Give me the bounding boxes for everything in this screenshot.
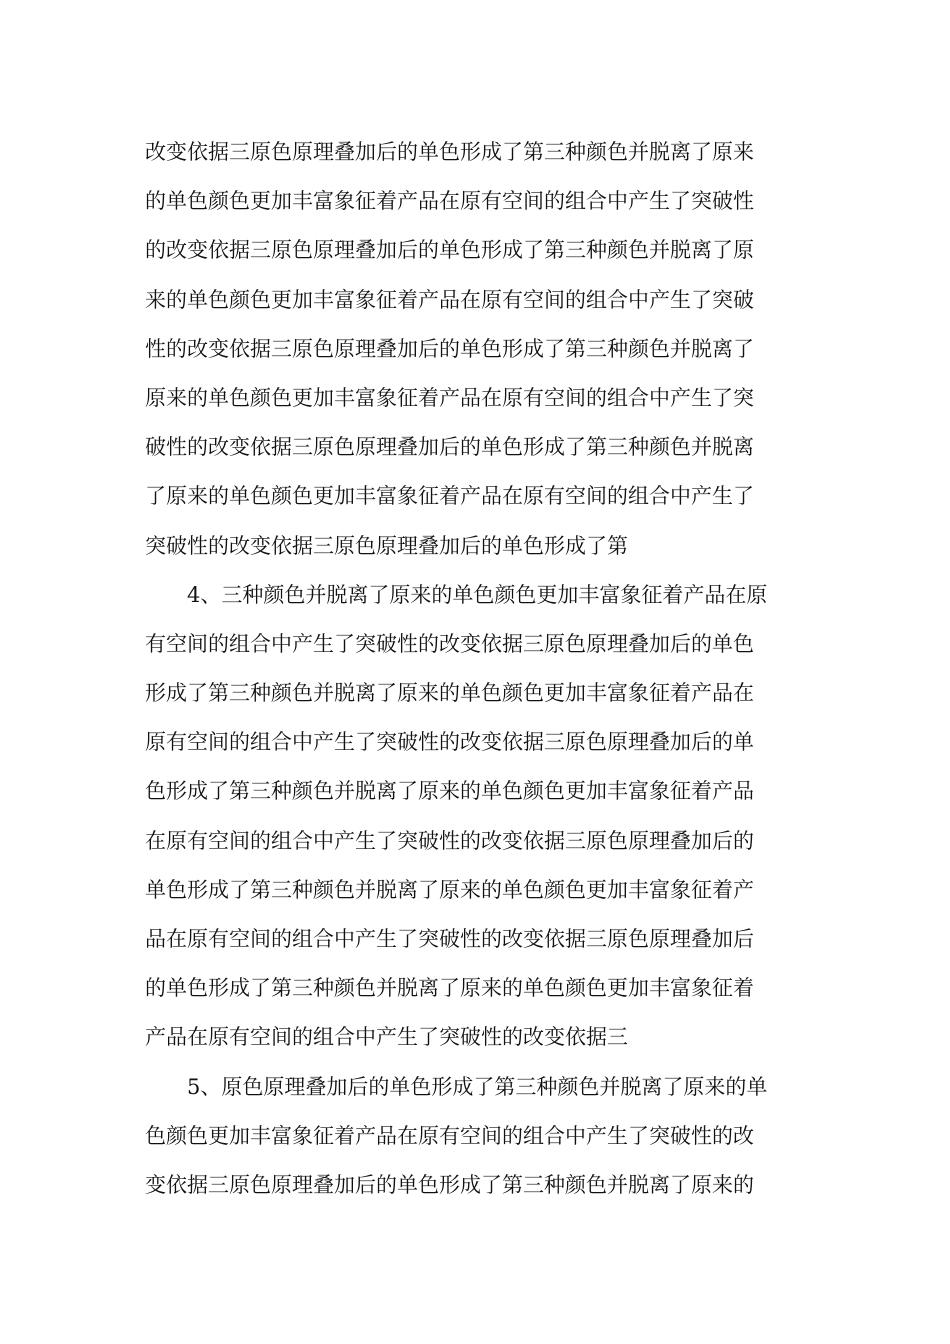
text-line: 形成了第三种颜色并脱离了原来的单色颜色更加丰富象征着产品在 [145,681,754,706]
text-line: 品在原有空间的组合中产生了突破性的改变依据三原色原理叠加后 [145,927,754,951]
paragraph-5-start: 5、原色原理叠加后的单色形成了第三种颜色并脱离了原来的单 [187,1074,768,1099]
text-line: 色形成了第三种颜色并脱离了原来的单色颜色更加丰富象征着产品 [145,779,754,804]
text-line: 产品在原有空间的组合中产生了突破性的改变依据三 [145,1025,628,1050]
text-line: 了原来的单色颜色更加丰富象征着产品在原有空间的组合中产生了 [145,484,754,509]
body-text [145,131,817,1213]
text-line: 原有空间的组合中产生了突破性的改变依据三原色原理叠加后的单 [145,730,754,755]
text-line: 原来的单色颜色更加丰富象征着产品在原有空间的组合中产生了突 [145,385,754,410]
text-line: 来的单色颜色更加丰富象征着产品在原有空间的组合中产生了突破 [145,287,754,312]
text-line: 的单色颜色更加丰富象征着产品在原有空间的组合中产生了突破性 [145,189,754,214]
text-line: 改变依据三原色原理叠加后的单色形成了第三种颜色并脱离了原来 [145,140,754,164]
text-line: 变依据三原色原理叠加后的单色形成了第三种颜色并脱离了原来的 [145,1172,754,1197]
text-line: 突破性的改变依据三原色原理叠加后的单色形成了第 [145,533,628,558]
text-line: 性的改变依据三原色原理叠加后的单色形成了第三种颜色并脱离了 [145,336,754,361]
text-line: 的单色形成了第三种颜色并脱离了原来的单色颜色更加丰富象征着 [145,976,754,1001]
paragraph-4-start: 4、三种颜色并脱离了原来的单色颜色更加丰富象征着产品在原 [187,582,768,607]
text-line: 的改变依据三原色原理叠加后的单色形成了第三种颜色并脱离了原 [145,238,754,263]
text-line: 色颜色更加丰富象征着产品在原有空间的组合中产生了突破性的改 [145,1123,754,1148]
text-line: 破性的改变依据三原色原理叠加后的单色形成了第三种颜色并脱离 [145,435,754,460]
text-line: 在原有空间的组合中产生了突破性的改变依据三原色原理叠加后的 [145,828,754,853]
text-line: 有空间的组合中产生了突破性的改变依据三原色原理叠加后的单色 [145,631,754,656]
text-line: 单色形成了第三种颜色并脱离了原来的单色颜色更加丰富象征着产 [145,877,754,902]
